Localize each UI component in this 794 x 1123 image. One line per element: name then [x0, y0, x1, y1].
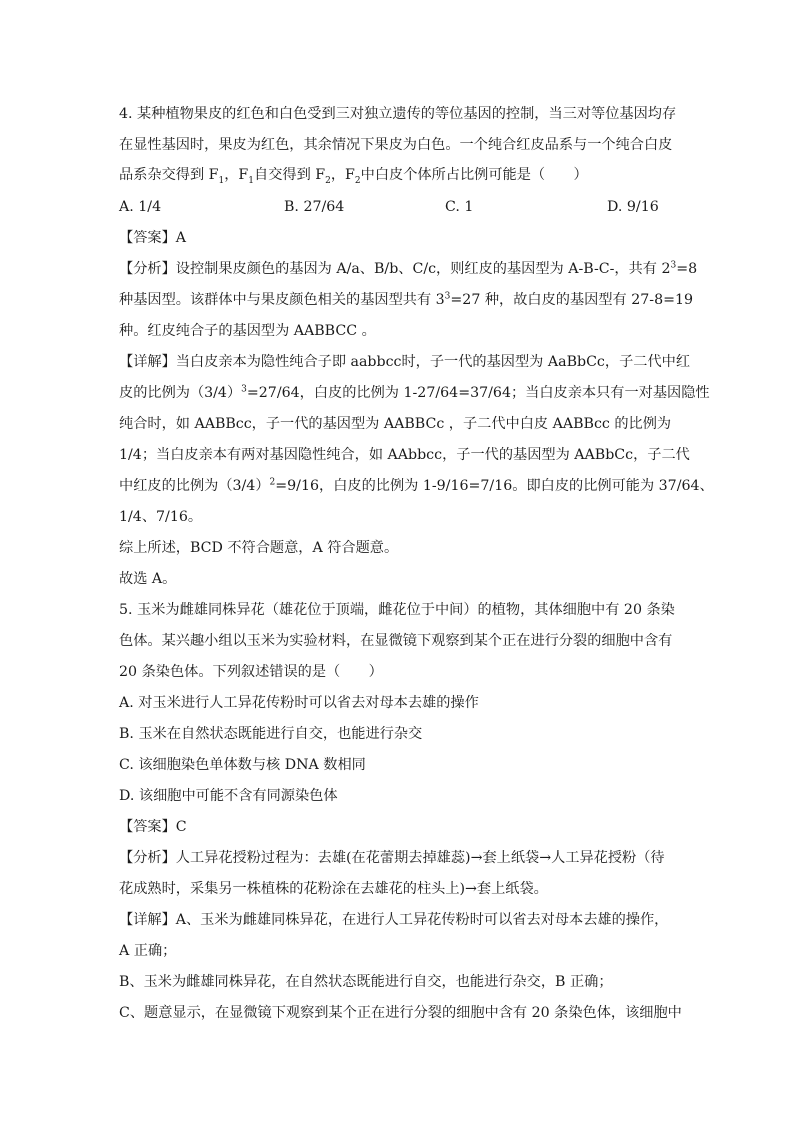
- q5-stem-line-1: 5. 玉米为雌雄同株异花（雄花位于顶端，雌花位于中间）的植物，其体细胞中有 20 条染: [119, 602, 675, 618]
- text-run: =8: [676, 261, 698, 277]
- q4-stem-line-2: 在显性基因时，果皮为红色，其余情况下果皮为白色。一个纯合红皮品系与一个纯合白皮: [119, 137, 673, 153]
- q5-detail-line-4: C、题意显示，在显微镜下观察到某个正在进行分裂的细胞中含有 20 条染色体，该细胞中: [119, 1005, 682, 1021]
- subscript: 1: [248, 175, 254, 186]
- q5-option-b: B. 玉米在自然状态既能进行自交，也能进行杂交: [119, 726, 423, 742]
- q4-stem-line-3: [119, 166, 588, 184]
- q5-analysis-line-2: 花成熟时，采集另一株植株的花粉涂在去雄花的柱头上)→套上纸袋。: [119, 881, 548, 897]
- q5-option-d: D. 该细胞中可能不含有同源染色体: [119, 788, 338, 804]
- q4-option-b: B. 27/64: [284, 199, 345, 215]
- q5-analysis-line-1: 【分析】人工异花授粉过程为：去雄(在花蕾期去掉雄蕊)→套上纸袋→人工异花授粉（待: [119, 850, 665, 866]
- superscript: 3: [444, 291, 451, 302]
- superscript: 3: [670, 260, 677, 271]
- q4-analysis-line-1: [119, 260, 697, 278]
- q4-option-a: A. 1/4: [119, 199, 162, 215]
- superscript: 2: [269, 477, 276, 488]
- text-run: 中红皮的比例为（3/4）: [119, 478, 270, 494]
- text-run: 种基因型。该群体中与果皮颜色相关的基因型共有 3: [119, 292, 445, 308]
- text-run: 皮的比例为（3/4）: [119, 385, 242, 401]
- text-run: 品系杂交得到 F: [119, 167, 219, 183]
- q4-analysis-line-2: [119, 291, 693, 309]
- q4-analysis-line-3: 种。红皮纯合子的基因型为 AABBCC 。: [119, 323, 376, 339]
- q4-detail-line-6: 1/4、7/16。: [119, 509, 203, 525]
- subscript: 1: [218, 175, 225, 186]
- q4-detail-line-5: [119, 477, 714, 495]
- q4-detail-line-3: 纯合时，如 AABBcc，子一代的基因型为 AABBCc ，子二代中白皮 AABBcc 的比例为: [119, 416, 672, 432]
- q4-detail-line-1: 【详解】当白皮亲本为隐性纯合子即 aabbcc时，子一代的基因型为 AaBbCc，子二代中红: [119, 354, 691, 370]
- q4-stem-line-1: 4. 某种植物果皮的红色和白色受到三对独立遗传的等位基因的控制，当三对等位基因均存: [119, 106, 677, 122]
- text-run: =27/64，白皮的比例为 1-27/64=37/64；当白皮亲本只有一对基因隐性: [246, 385, 710, 401]
- q5-stem-line-2: 色体。某兴趣小组以玉米为实验材料，在显微镜下观察到某个正在进行分裂的细胞中含有: [119, 633, 673, 649]
- text-run: 【分析】设控制果皮颜色的基因为 A/a、B/b、C/c，则红皮的基因型为 A-B-C-，共有 2: [119, 261, 671, 277]
- text-run: ，F: [224, 167, 249, 183]
- q5-detail-line-2: A 正确；: [119, 943, 177, 959]
- q4-answer: 【答案】A: [119, 230, 186, 246]
- q5-stem-line-3: 20 条染色体。下列叙述错误的是（ ）: [119, 664, 383, 680]
- q5-answer: 【答案】C: [119, 819, 187, 835]
- q4-option-d: D. 9/16: [607, 199, 659, 215]
- q4-option-c: C. 1: [445, 199, 474, 215]
- q4-choose: 故选 A。: [119, 571, 177, 587]
- q5-option-c: C. 该细胞染色单体数与核 DNA 数相同: [119, 757, 366, 773]
- q5-detail-line-1: 【详解】A、玉米为雌雄同株异花，在进行人工异花传粉时可以省去对母本去雄的操作，: [119, 912, 669, 928]
- text-run: =27 种，故白皮的基因型有 27-8=19: [450, 292, 694, 308]
- text-run: 中白皮个体所占比例可能是（ ）: [360, 167, 588, 183]
- text-run: 自交得到 F: [254, 167, 326, 183]
- q5-detail-line-3: B、玉米为雌雄同株异花，在自然状态既能进行自交，也能进行杂交，B 正确；: [119, 974, 613, 990]
- subscript: 2: [325, 175, 331, 186]
- q4-summary: 综上所述，BCD 不符合题意，A 符合题意。: [119, 540, 399, 556]
- superscript: 3: [241, 384, 247, 395]
- q5-option-a: A. 对玉米进行人工异花传粉时可以省去对母本去雄的操作: [119, 695, 479, 711]
- q4-detail-line-2: [119, 384, 710, 402]
- text-run: ，F: [330, 167, 355, 183]
- text-run: =9/16，白皮的比例为 1-9/16=7/16。即白皮的比例可能为 37/64、: [275, 478, 714, 494]
- subscript: 2: [354, 175, 361, 186]
- q4-detail-line-4: 1/4；当白皮亲本有两对基因隐性纯合，如 AAbbcc，子一代的基因型为 AABbCc，子二代: [119, 447, 690, 463]
